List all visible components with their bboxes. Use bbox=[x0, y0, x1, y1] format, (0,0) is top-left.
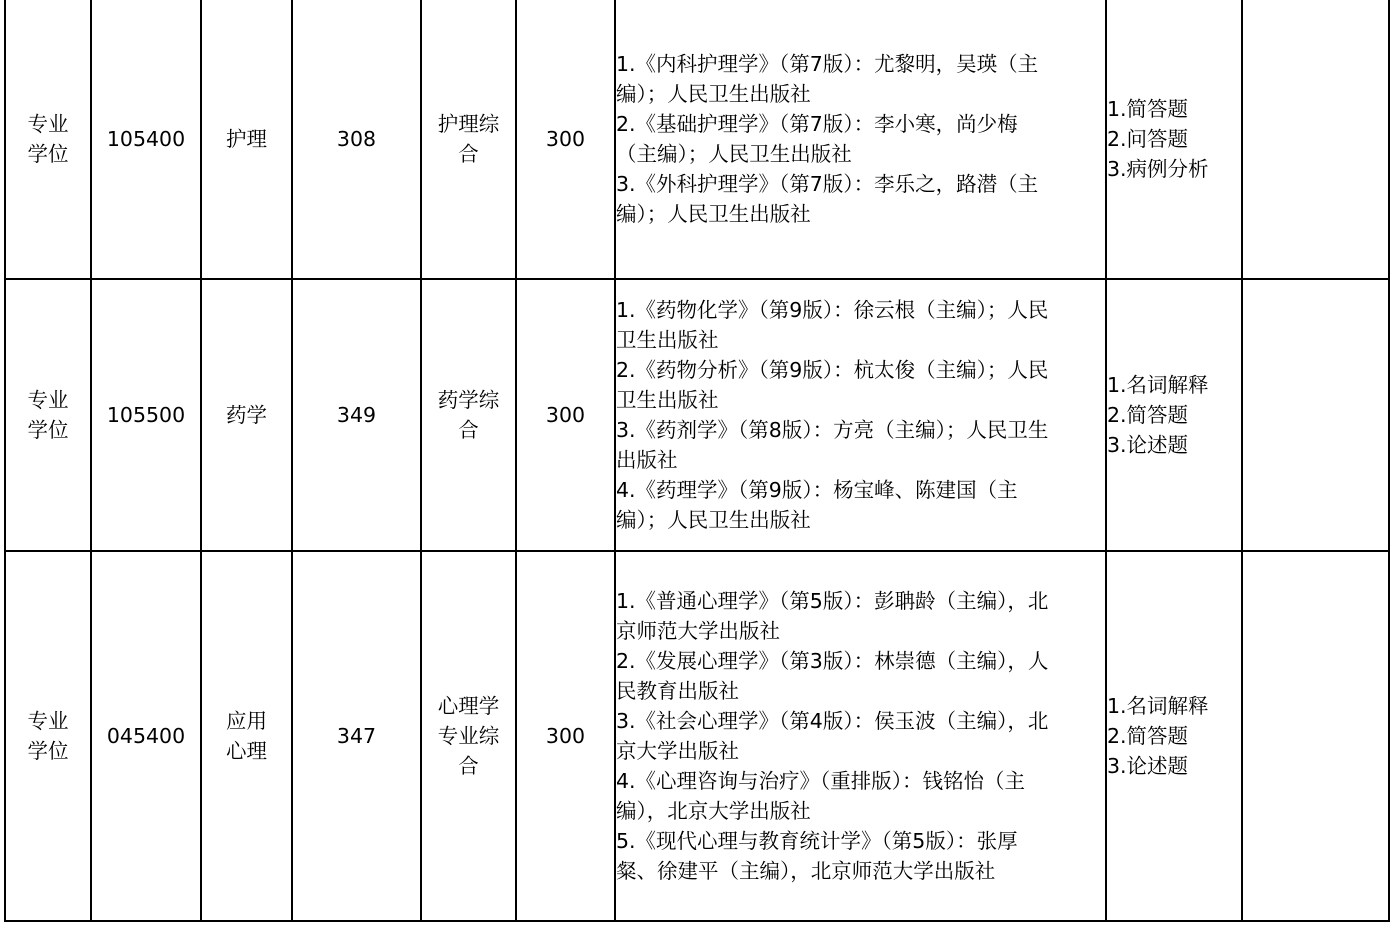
reference-books-cell-line: 编）；人民卫生出版社 bbox=[616, 202, 811, 226]
full-score-cell: 300 bbox=[516, 279, 615, 551]
subject-name-cell-line: 合 bbox=[458, 418, 479, 442]
reference-books-cell-line: （主编）；人民卫生出版社 bbox=[616, 142, 852, 166]
reference-books-cell-line: 2.《发展心理学》（第3版）：林崇德（主编），人 bbox=[616, 649, 1049, 673]
question-types-cell-line: 2.简答题 bbox=[1107, 403, 1189, 427]
major-code-cell: 045400 bbox=[91, 551, 201, 921]
question-types-cell-line: 3.论述题 bbox=[1107, 754, 1189, 778]
question-types-cell-line: 1.名词解释 bbox=[1107, 373, 1209, 397]
subject-name-cell-line: 护理综 bbox=[437, 112, 500, 136]
question-types-cell-line: 2.问答题 bbox=[1107, 127, 1189, 151]
degree-type-cell bbox=[5, 551, 91, 921]
reference-books-cell bbox=[615, 279, 1106, 551]
reference-books-cell-line: 京师范大学出版社 bbox=[616, 619, 780, 643]
reference-books-cell-line: 1.《普通心理学》（第5版）：彭聃龄（主编），北 bbox=[616, 589, 1049, 613]
reference-books-cell-line: 编）；人民卫生出版社 bbox=[616, 508, 811, 532]
major-name-cell-line: 应用 bbox=[226, 709, 267, 733]
subject-name-cell-line: 药学综 bbox=[437, 388, 500, 412]
major-name-cell-line: 心理 bbox=[226, 739, 267, 763]
question-types-cell-line: 1.名词解释 bbox=[1107, 694, 1209, 718]
full-score-cell: 300 bbox=[516, 0, 615, 279]
major-name-cell bbox=[201, 279, 292, 551]
major-code-cell: 105500 bbox=[91, 279, 201, 551]
question-types-cell-line: 3.论述题 bbox=[1107, 433, 1189, 457]
major-name-cell-line: 药学 bbox=[226, 403, 267, 427]
reference-books-cell-line: 编）；人民卫生出版社 bbox=[616, 82, 811, 106]
major-name-cell-line: 护理 bbox=[226, 127, 267, 151]
reference-books-cell-line: 5.《现代心理与教育统计学》（第5版）：张厚 bbox=[616, 829, 1018, 853]
reference-books-cell-line: 1.《内科护理学》（第7版）：尤黎明，吴瑛（主 bbox=[616, 52, 1039, 76]
reference-books-cell-line: 2.《药物分析》（第9版）：杭太俊（主编）；人民 bbox=[616, 358, 1049, 382]
exam-table bbox=[4, 0, 1390, 922]
subject-name-cell bbox=[421, 0, 516, 279]
subject-code-cell: 347 bbox=[292, 551, 421, 921]
question-types-cell bbox=[1106, 551, 1242, 921]
reference-books-cell-line: 3.《外科护理学》（第7版）：李乐之，路潜（主 bbox=[616, 172, 1039, 196]
reference-books-cell-line: 1.《药物化学》（第9版）：徐云根（主编）；人民 bbox=[616, 298, 1049, 322]
degree-type-cell-line: 学位 bbox=[27, 418, 69, 442]
reference-books-cell-line: 卫生出版社 bbox=[616, 328, 719, 352]
question-types-cell bbox=[1106, 279, 1242, 551]
reference-books-cell-line: 4.《心理咨询与治疗》（重排版）：钱铭怡（主 bbox=[616, 769, 1026, 793]
major-name-cell bbox=[201, 551, 292, 921]
reference-books-cell-line: 3.《药剂学》（第8版）：方亮（主编）；人民卫生 bbox=[616, 418, 1049, 442]
notes-cell bbox=[1242, 551, 1389, 921]
reference-books-cell bbox=[615, 551, 1106, 921]
table-row bbox=[5, 279, 1389, 551]
question-types-cell-line: 2.简答题 bbox=[1107, 724, 1189, 748]
table-row bbox=[5, 551, 1389, 921]
reference-books-cell-line: 粲、徐建平（主编），北京师范大学出版社 bbox=[616, 859, 996, 883]
notes-cell bbox=[1242, 0, 1389, 279]
subject-name-cell-line: 合 bbox=[458, 754, 479, 778]
subject-name-cell bbox=[421, 279, 516, 551]
table-body bbox=[5, 0, 1389, 921]
degree-type-cell-line: 学位 bbox=[27, 142, 69, 166]
subject-code-cell: 349 bbox=[292, 279, 421, 551]
question-types-cell bbox=[1106, 0, 1242, 279]
subject-name-cell-line: 心理学 bbox=[437, 694, 500, 718]
table-row bbox=[5, 0, 1389, 279]
subject-name-cell-line: 专业综 bbox=[437, 724, 500, 748]
reference-books-cell-line: 民教育出版社 bbox=[616, 679, 739, 703]
reference-books-cell bbox=[615, 0, 1106, 279]
degree-type-cell-line: 学位 bbox=[27, 739, 69, 763]
degree-type-cell bbox=[5, 279, 91, 551]
reference-books-cell-line: 卫生出版社 bbox=[616, 388, 719, 412]
subject-code-cell: 308 bbox=[292, 0, 421, 279]
full-score-cell: 300 bbox=[516, 551, 615, 921]
major-code-cell: 105400 bbox=[91, 0, 201, 279]
reference-books-cell-line: 3.《社会心理学》（第4版）：侯玉波（主编），北 bbox=[616, 709, 1049, 733]
degree-type-cell-line: 专业 bbox=[27, 388, 69, 412]
degree-type-cell-line: 专业 bbox=[27, 112, 69, 136]
notes-cell bbox=[1242, 279, 1389, 551]
reference-books-cell-line: 编），北京大学出版社 bbox=[616, 799, 811, 823]
major-name-cell bbox=[201, 0, 292, 279]
degree-type-cell bbox=[5, 0, 91, 279]
question-types-cell-line: 1.简答题 bbox=[1107, 97, 1189, 121]
reference-books-cell-line: 4.《药理学》（第9版）：杨宝峰、陈建国（主 bbox=[616, 478, 1018, 502]
reference-books-cell-line: 2.《基础护理学》（第7版）：李小寒，尚少梅 bbox=[616, 112, 1018, 136]
reference-books-cell-line: 出版社 bbox=[616, 448, 678, 472]
subject-name-cell bbox=[421, 551, 516, 921]
question-types-cell-line: 3.病例分析 bbox=[1107, 157, 1209, 181]
reference-books-cell-line: 京大学出版社 bbox=[616, 739, 739, 763]
subject-name-cell-line: 合 bbox=[458, 142, 479, 166]
degree-type-cell-line: 专业 bbox=[27, 709, 69, 733]
